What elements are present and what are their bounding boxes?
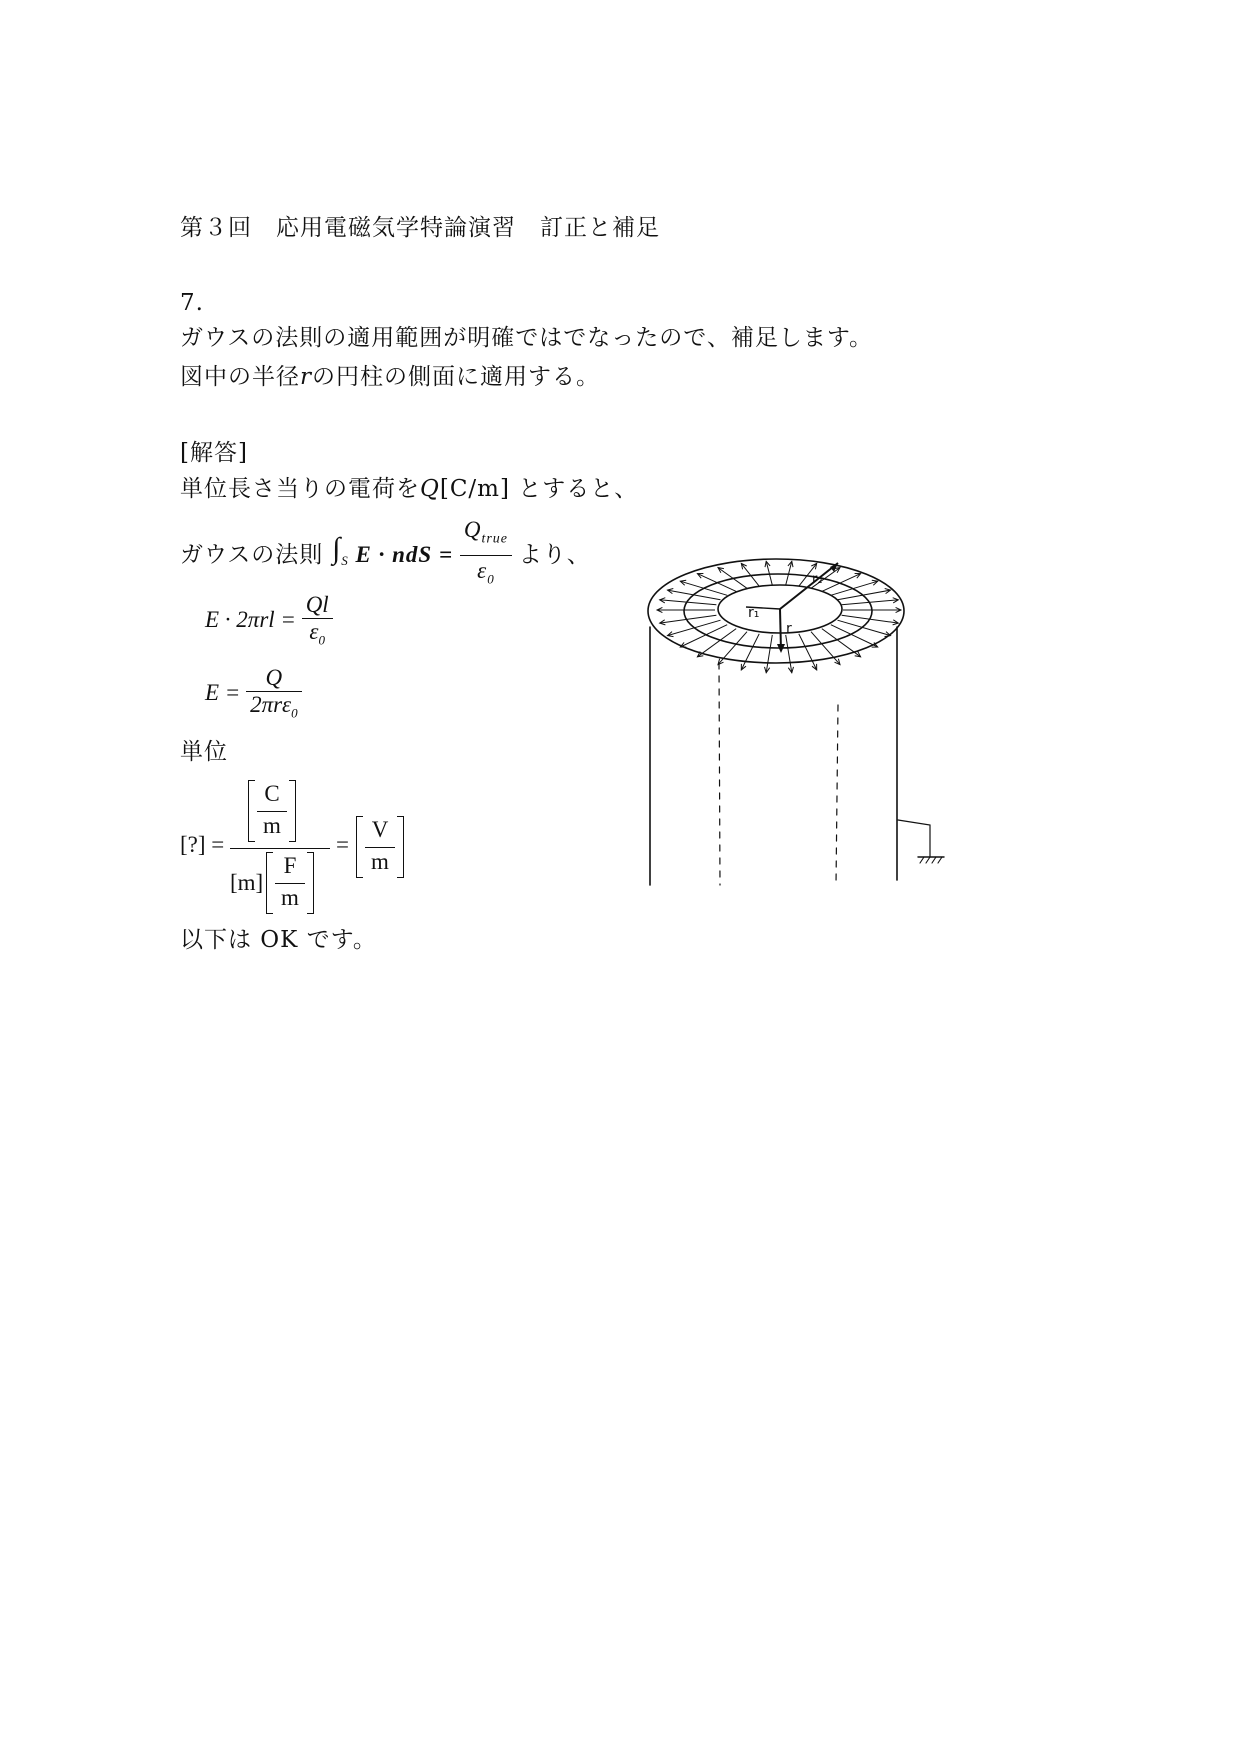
field-arrow bbox=[766, 635, 772, 673]
ground-hatch bbox=[920, 857, 942, 863]
eq1-den-sub: 0 bbox=[318, 632, 325, 648]
gauss-den-sub: 0 bbox=[487, 571, 495, 587]
eq1-fraction bbox=[302, 592, 333, 649]
note-line-2 bbox=[180, 362, 600, 392]
note-line-2-var: r bbox=[300, 364, 312, 390]
unit-rhs-top: V bbox=[371, 817, 389, 842]
field-arrow bbox=[668, 590, 721, 600]
field-arrow bbox=[831, 625, 878, 647]
field-arrow bbox=[838, 620, 891, 635]
eq1-denominator bbox=[302, 618, 333, 649]
problem-number: 7. bbox=[180, 290, 204, 316]
eq2-lhs: E = bbox=[205, 680, 241, 706]
inner-dashed-left bbox=[719, 663, 720, 885]
eq1-lhs: E · 2πrl = bbox=[205, 607, 296, 633]
inner-dashed-right bbox=[836, 705, 838, 885]
unit-eq: = bbox=[336, 832, 349, 857]
charge-post: とすると、 bbox=[518, 476, 639, 502]
gauss-label: ガウスの法則 bbox=[180, 541, 324, 568]
cylinder-figure bbox=[640, 545, 970, 895]
unit-den-left: [m] bbox=[230, 870, 264, 895]
gauss-den-eps: ε bbox=[477, 557, 488, 583]
unit-den-top: F bbox=[283, 853, 297, 878]
label-r: r bbox=[786, 621, 792, 637]
gauss-denominator bbox=[460, 555, 512, 595]
gauss-fraction bbox=[460, 515, 512, 594]
unit-den-bottom: m bbox=[281, 885, 299, 910]
answer-heading: [解答] bbox=[180, 440, 248, 466]
label-r2: r₂ bbox=[812, 572, 823, 587]
eq1-den-eps: ε bbox=[309, 619, 319, 644]
field-arrow bbox=[786, 635, 792, 673]
note-line-2-post: の円柱の側面に適用する。 bbox=[312, 364, 600, 390]
charge-var: Q bbox=[420, 476, 440, 502]
units-heading: 単位 bbox=[180, 739, 228, 765]
eq2-denominator bbox=[246, 691, 302, 722]
eq2-fraction bbox=[246, 665, 302, 722]
charge-unit: [C/m] bbox=[439, 476, 510, 502]
eq1-numerator: Ql bbox=[305, 592, 329, 617]
field-arrow bbox=[668, 620, 721, 635]
field-arrow bbox=[741, 634, 759, 670]
integral-sign: $\int_S$ bbox=[332, 531, 349, 568]
field-arrow bbox=[680, 625, 727, 647]
field-arrow bbox=[842, 615, 899, 623]
gauss-sub-s: S bbox=[341, 552, 349, 568]
gauss-num-q: Q bbox=[463, 517, 482, 542]
label-r1: r₁ bbox=[748, 605, 760, 621]
charge-pre: 単位長さ当りの電荷を bbox=[180, 476, 420, 502]
unit-num-bottom: m bbox=[263, 813, 281, 838]
note-line-2-pre: 図中の半径 bbox=[180, 364, 300, 390]
field-arrow bbox=[680, 581, 727, 595]
field-arrow bbox=[831, 581, 878, 595]
unit-num-top: C bbox=[264, 781, 280, 806]
field-arrow bbox=[838, 590, 891, 600]
equation-1 bbox=[205, 592, 333, 649]
page-title: 第３回 応用電磁気学特論演習 訂正と補足 bbox=[180, 215, 660, 241]
note-line-1: ガウスの法則の適用範囲が明確ではでなったので、補足します。 bbox=[180, 325, 874, 351]
eq2-den-text: 2πrε bbox=[250, 692, 292, 717]
eq2-den-sub: 0 bbox=[291, 705, 298, 721]
units-equation bbox=[180, 780, 420, 915]
equation-2 bbox=[205, 665, 302, 722]
ground-wire bbox=[898, 820, 930, 857]
unit-den-bracket bbox=[266, 852, 314, 914]
closing-text: 以下は OK です。 bbox=[180, 927, 377, 953]
field-arrow bbox=[799, 634, 817, 670]
gauss-post: より、 bbox=[518, 541, 591, 568]
unit-rhs-bracket bbox=[356, 816, 404, 878]
eq2-numerator: Q bbox=[265, 665, 283, 690]
unit-num-bracket bbox=[248, 780, 296, 842]
gauss-num-sub: true bbox=[481, 531, 508, 547]
gauss-integrand: E · ndS = bbox=[355, 541, 454, 567]
unit-lhs: [?] = bbox=[180, 832, 225, 857]
gauss-numerator bbox=[460, 515, 512, 555]
unit-main-bar bbox=[230, 848, 330, 849]
gauss-law-line bbox=[180, 515, 591, 587]
field-arrows bbox=[657, 561, 901, 672]
unit-rhs-bottom: m bbox=[371, 849, 389, 874]
charge-line bbox=[180, 474, 638, 504]
